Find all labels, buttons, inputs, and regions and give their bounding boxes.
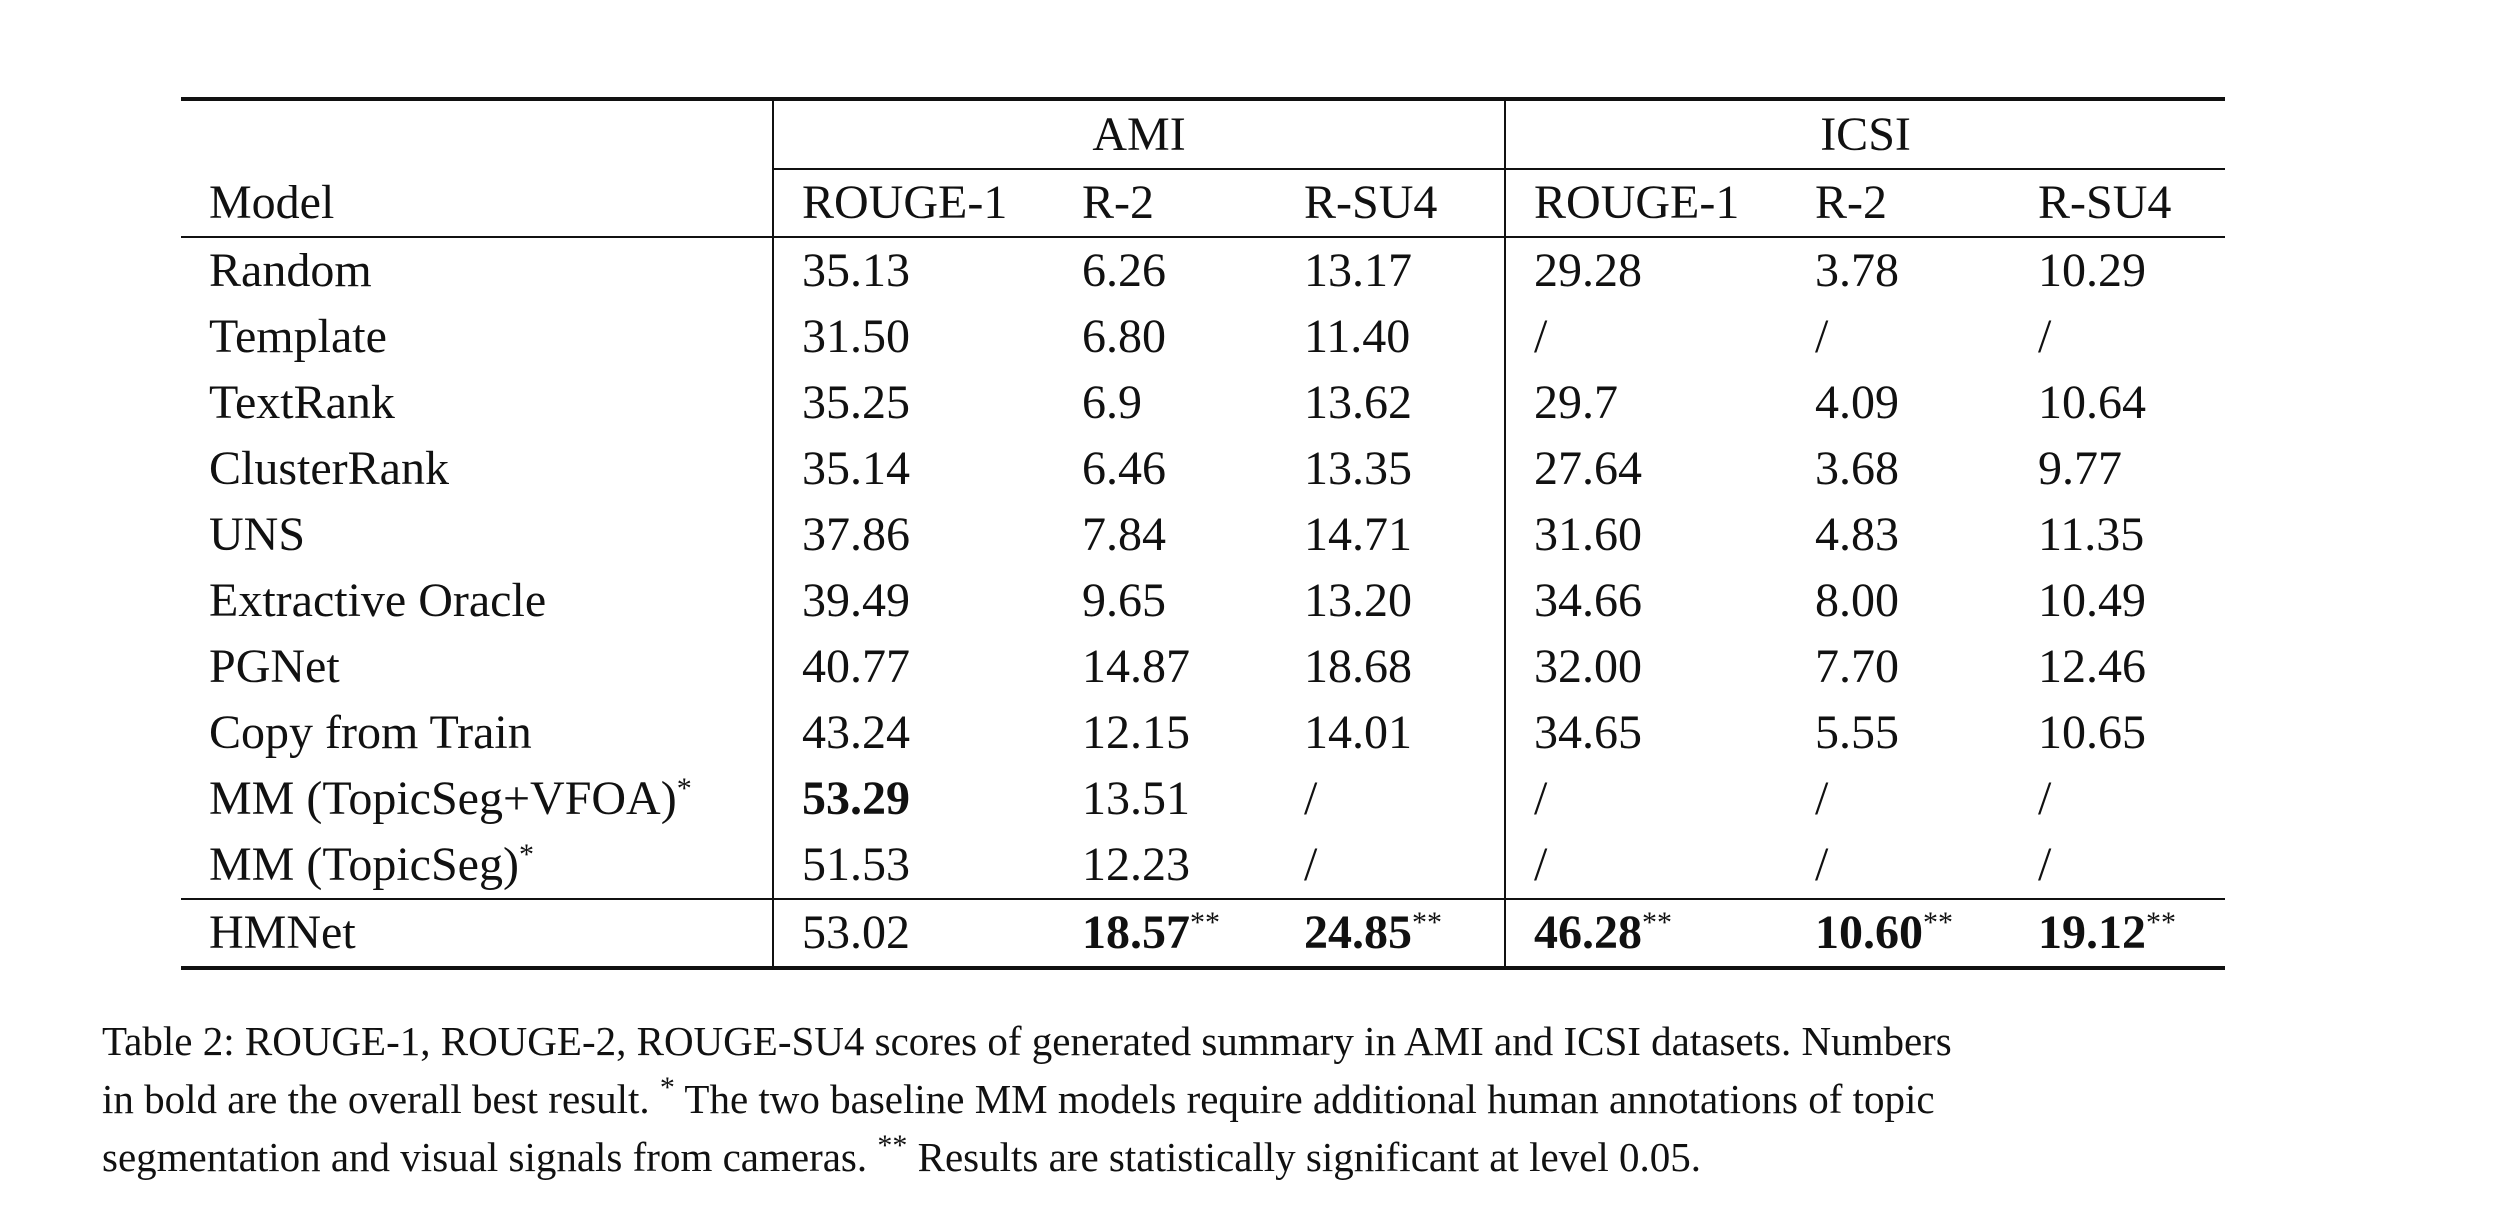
column-header-ami-r2: R-2 [1054,169,1276,237]
table-row-hmnet [181,899,2225,968]
group-header-row [181,99,2225,169]
ami-rouge1-cell: 35.25 [773,370,1054,436]
caption-line-3: segmentation and visual signals from cameras. ** Results are statistically significant at level 0.05. [102,1129,1702,1180]
icsi-rouge1-cell: 29.28 [1505,237,1787,304]
model-name: MM (TopicSeg+VFOA) [209,772,677,825]
icsi-rsu4-cell: / [2038,838,2052,891]
model-name-cell: TextRank [209,376,395,429]
ami-rouge1-cell: 35.14 [773,436,1054,502]
footnote-mark: * [518,838,534,871]
table-row [181,766,2225,832]
icsi-r2-cell: 3.68 [1815,442,1900,495]
ami-rouge1-cell: 35.13 [773,237,1054,304]
ami-r2-cell: 12.23 [1082,838,1190,891]
best-value: 19.12 [2038,906,2147,959]
icsi-r2-cell: 4.09 [1815,376,1900,429]
ami-rsu4-cell: 13.62 [1304,376,1412,429]
icsi-r2-cell: / [1815,838,1829,891]
model-name-cell: ClusterRank [209,442,449,495]
model-name: MM (TopicSeg) [209,838,519,891]
icsi-r2-cell: 5.55 [1815,706,1900,759]
best-value: 10.60 [1815,906,1924,959]
significance-mark: ** [1412,906,1442,939]
significance-mark: ** [2146,906,2177,939]
column-header-icsi-r2: R-2 [1787,169,2010,237]
ami-r2-cell: 12.15 [1082,706,1190,759]
icsi-rouge1-cell [1505,899,1787,968]
ami-rsu4-cell: 18.68 [1304,640,1412,693]
ami-r2-cell: 14.87 [1082,640,1190,693]
icsi-rsu4-cell: 11.35 [2038,508,2145,561]
model-name-cell [181,766,773,832]
icsi-rouge1-cell: / [1505,304,1787,370]
ami-group-header: AMI [773,99,1505,169]
results-table-container [181,97,2225,970]
column-header-row [181,169,2225,237]
ami-rsu4-cell: 13.17 [1276,237,1505,304]
caption-line-1: Table 2: ROUGE-1, ROUGE-2, ROUGE-SU4 scores of generated summary in AMI and ICSI datasets. Numbers [102,1018,1952,1064]
icsi-r2-cell: / [1815,772,1829,825]
column-header-ami-rouge1: ROUGE-1 [773,169,1054,237]
table-row [181,436,2225,502]
icsi-group-header: ICSI [1505,99,2225,169]
ami-r2-cell: 6.46 [1082,442,1166,495]
column-header-icsi-rouge1: ROUGE-1 [1505,169,1787,237]
ami-rsu4-cell: 14.71 [1304,508,1412,561]
ami-rsu4-cell: 13.20 [1304,574,1412,627]
footnote-mark: * [676,772,692,805]
column-header-model: Model [209,175,335,229]
model-name-cell: PGNet [209,640,340,693]
table-row [181,568,2225,634]
model-name-cell: Random [181,237,773,304]
ami-rsu4-cell: 13.35 [1304,442,1412,495]
ami-r2-cell [1054,899,1276,968]
ami-r2-cell: 6.9 [1082,376,1142,429]
icsi-r2-cell: 8.00 [1815,574,1900,627]
ami-r2-cell: 7.84 [1082,508,1166,561]
footnote-mark: * [659,1071,675,1104]
ami-rsu4-cell [1276,899,1505,968]
ami-r2-cell: 13.51 [1082,772,1190,825]
ami-rouge1-cell: 39.49 [773,568,1054,634]
model-name-cell: Copy from Train [209,706,532,759]
table-row [181,304,2225,370]
model-name-cell: HMNet [181,899,773,968]
ami-rouge1-cell: 37.86 [773,502,1054,568]
icsi-rsu4-cell: / [2038,310,2052,363]
icsi-r2-cell: 4.83 [1815,508,1900,561]
model-name-cell: Template [209,310,387,363]
icsi-rsu4-cell: 12.46 [2038,640,2147,693]
icsi-rsu4-cell [2010,899,2225,968]
ami-rouge1-cell: 40.77 [773,634,1054,700]
model-name-cell [181,832,773,899]
significance-mark: ** [1923,906,1954,939]
column-header-ami-rsu4: R-SU4 [1276,169,1505,237]
caption-line-2: in bold are the overall best result. * The two baseline MM models require additional human annotations of topic [102,1071,1935,1122]
icsi-rsu4-cell: / [2038,772,2052,825]
table-row [181,502,2225,568]
icsi-rsu4-cell: 10.29 [2010,237,2225,304]
ami-rouge1-cell: 51.53 [773,832,1054,899]
column-header-icsi-rsu4: R-SU4 [2010,169,2225,237]
icsi-rouge1-cell: 27.64 [1505,436,1787,502]
icsi-r2-cell: 7.70 [1815,640,1900,693]
best-value: 53.29 [802,772,910,825]
icsi-rsu4-cell: 10.65 [2038,706,2147,759]
table-row [181,832,2225,899]
ami-r2-cell: 6.26 [1054,237,1276,304]
footnote-mark: ** [877,1129,908,1162]
icsi-r2-cell: / [1815,310,1829,363]
best-value: 24.85 [1304,906,1412,959]
icsi-rsu4-cell: 10.49 [2038,574,2147,627]
table-row [181,634,2225,700]
icsi-r2-cell: 3.78 [1787,237,2010,304]
icsi-r2-cell [1787,899,2010,968]
empty-corner-cell [181,99,773,169]
icsi-rouge1-cell: 34.65 [1505,700,1787,766]
significance-mark: ** [1642,906,1673,939]
ami-rsu4-cell: 14.01 [1304,706,1412,759]
ami-rsu4-cell: / [1304,838,1318,891]
icsi-rouge1-cell: / [1505,766,1787,832]
icsi-rouge1-cell: / [1505,832,1787,899]
ami-rouge1-cell: 43.24 [773,700,1054,766]
ami-rouge1-cell [773,766,1054,832]
icsi-rouge1-cell: 32.00 [1505,634,1787,700]
model-name-cell: UNS [209,508,306,561]
icsi-rouge1-cell: 29.7 [1505,370,1787,436]
table-caption [102,1012,2402,1186]
table-row [181,237,2225,304]
icsi-rouge1-cell: 31.60 [1505,502,1787,568]
icsi-rsu4-cell: 10.64 [2038,376,2147,429]
table-row [181,700,2225,766]
ami-rsu4-cell: / [1304,772,1318,825]
model-name-cell: Extractive Oracle [209,574,547,627]
best-value: 18.57 [1082,906,1190,959]
best-value: 46.28 [1534,906,1643,959]
table-row [181,370,2225,436]
significance-mark: ** [1190,906,1220,939]
ami-r2-cell: 6.80 [1082,310,1166,363]
ami-rouge1-cell: 53.02 [773,899,1054,968]
icsi-rouge1-cell: 34.66 [1505,568,1787,634]
ami-rouge1-cell: 31.50 [773,304,1054,370]
ami-r2-cell: 9.65 [1082,574,1166,627]
icsi-rsu4-cell: 9.77 [2038,442,2123,495]
results-table [181,97,2225,970]
ami-rsu4-cell: 11.40 [1304,310,1411,363]
